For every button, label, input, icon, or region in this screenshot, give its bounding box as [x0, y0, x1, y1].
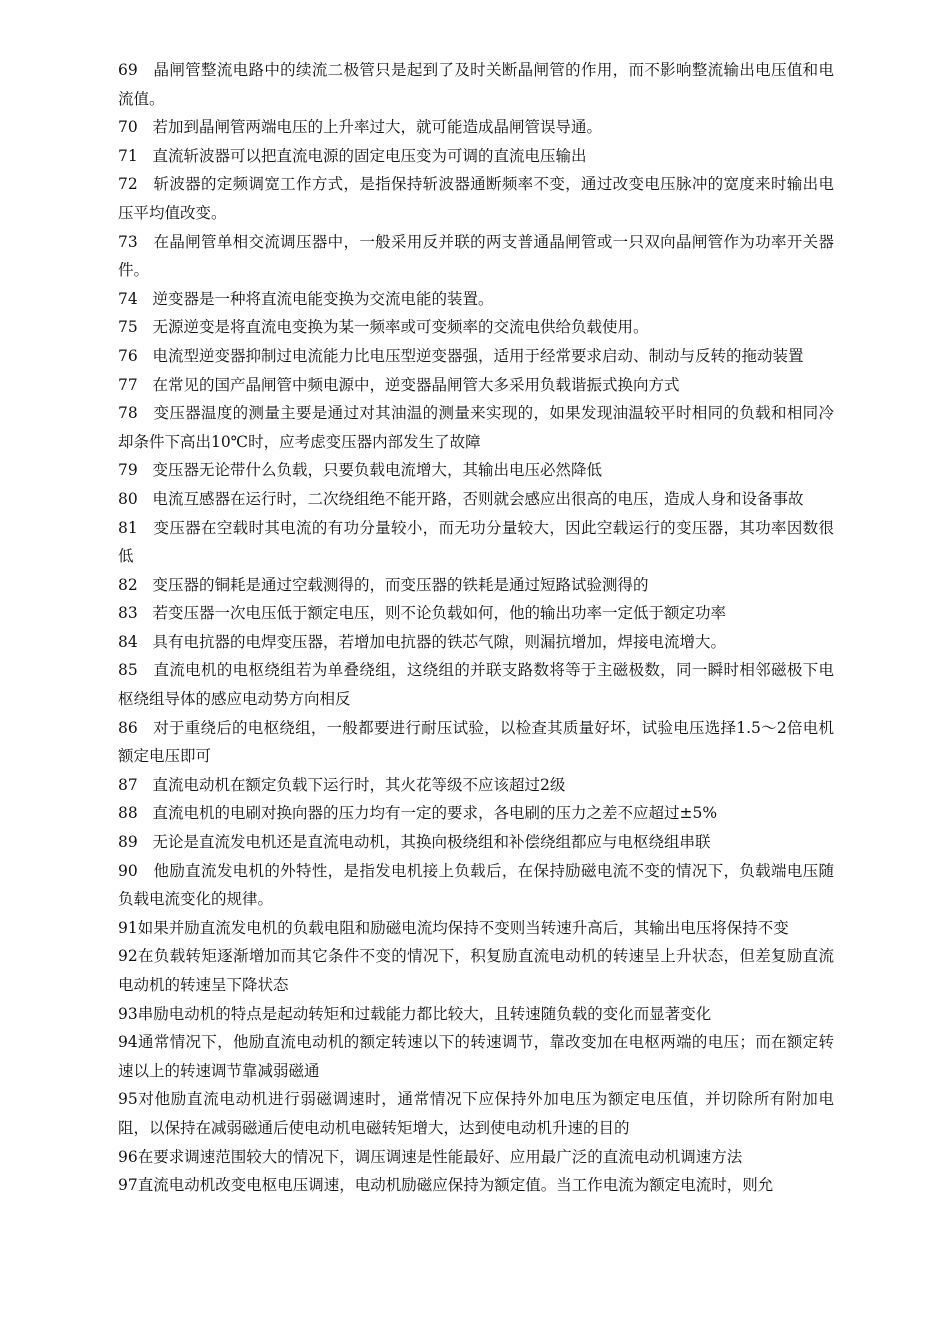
list-item [118, 799, 834, 828]
item-number: 95 [118, 1090, 138, 1109]
item-number: 91 [118, 918, 138, 937]
item-text: 电流型逆变器抑制过电流能力比电压型逆变器强，适用于经常要求启动、制动与反转的拖动装置 [152, 346, 804, 365]
list-item [118, 313, 834, 342]
item-text: 直流电动机改变电枢电压调速，电动机励磁应保持为额定值。当工作电流为额定电流时，则允 [137, 1176, 774, 1195]
list-item [118, 170, 834, 227]
item-text: 若加到晶闸管两端电压的上升率过大，就可能造成晶闸管误导通。 [152, 118, 603, 137]
item-number: 84 [118, 632, 138, 651]
list-item [118, 371, 834, 400]
list-item [118, 456, 834, 485]
list-item [118, 571, 834, 600]
list-item [118, 485, 834, 514]
item-text: 如果并励直流发电机的负载电阻和励磁电流均保持不变则当转速升高后，其输出电压将保持不变 [137, 918, 789, 937]
list-item [118, 1000, 834, 1029]
list-item [118, 56, 834, 113]
item-number: 90 [118, 861, 138, 880]
list-item [118, 1171, 834, 1200]
list-item [118, 228, 834, 285]
item-text: 若变压器一次电压低于额定电压，则不论负载如何，他的输出功率一定低于额定功率 [152, 604, 727, 623]
item-text: 在晶闸管单相交流调压器中，一般采用反并联的两支普通晶闸管或一只双向晶闸管作为功率开关器件。 [118, 232, 834, 280]
item-number: 82 [118, 575, 138, 594]
list-item [118, 1028, 834, 1085]
item-text: 串励电动机的特点是起动转矩和过载能力都比较大，且转速随负载的变化而显著变化 [137, 1004, 712, 1023]
item-text: 变压器无论带什么负载，只要负载电流增大，其输出电压必然降低 [152, 461, 603, 480]
item-text: 变压器温度的测量主要是通过对其油温的测量来实现的，如果发现油温较平时相同的负载和相同冷却条件下高出10℃时，应考虑变压器内部发生了故障 [118, 404, 834, 451]
list-item [118, 342, 834, 371]
item-text: 逆变器是一种将直流电能变换为交流电能的装置。 [152, 289, 494, 308]
item-text: 直流电动机在额定负载下运行时，其火花等级不应该超过2级 [152, 775, 566, 794]
item-text: 在负载转矩逐渐增加而其它条件不变的情况下，积复励直流电动机的转速呈上升状态，但差复励直流电动机的转速呈下降状态 [118, 947, 834, 994]
item-number: 88 [118, 804, 138, 823]
list-item [118, 828, 834, 857]
item-number: 75 [118, 318, 138, 337]
item-text: 对他励直流电动机进行弱磁调速时，通常情况下应保持外加电压为额定电压值，并切除所有附加电阻，以保持在减弱磁通后使电动机电磁转矩增大，达到使电动机升速的目的 [118, 1090, 834, 1137]
item-number: 93 [118, 1004, 138, 1023]
item-text: 直流斩波器可以把直流电源的固定电压变为可调的直流电压输出 [152, 146, 587, 165]
list-item [118, 285, 834, 314]
item-text: 对于重绕后的电枢绕组，一般都要进行耐压试验，以检查其质量好坏，试验电压选择1.5～2倍电机额定电压即可 [118, 718, 835, 766]
item-number: 83 [118, 604, 138, 623]
item-number: 80 [118, 489, 138, 508]
list-item [118, 771, 834, 800]
item-number: 87 [118, 775, 138, 794]
item-text: 他励直流发电机的外特性，是指发电机接上负载后，在保持励磁电流不变的情况下，负载端电压随负载电流变化的规律。 [118, 861, 834, 909]
item-number: 81 [118, 518, 138, 537]
item-text: 在要求调速范围较大的情况下，调压调速是性能最好、应用最广泛的直流电动机调速方法 [137, 1147, 743, 1166]
item-number: 74 [118, 289, 138, 308]
list-item [118, 942, 834, 999]
list-item [118, 1085, 834, 1142]
list-item [118, 714, 834, 771]
item-number: 97 [118, 1176, 138, 1195]
list-item [118, 514, 834, 571]
item-number: 72 [118, 175, 138, 194]
list-item [118, 599, 834, 628]
item-text: 变压器在空载时其电流的有功分量较小，而无功分量较大，因此空载运行的变压器，其功率因数很低 [118, 518, 834, 566]
list-item [118, 857, 834, 914]
item-number: 76 [118, 346, 138, 365]
list-item [118, 399, 834, 456]
item-text: 电流互感器在运行时，二次绕组绝不能开路，否则就会感应出很高的电压，造成人身和设备事故 [152, 489, 804, 508]
item-text: 直流电机的电枢绕组若为单叠绕组，这绕组的并联支路数将等于主磁极数，同一瞬时相邻磁极下电枢绕组导体的感应电动势方向相反 [118, 661, 834, 709]
list-item [118, 1143, 834, 1172]
item-number: 69 [118, 61, 138, 79]
item-number: 71 [118, 146, 138, 165]
item-number: 70 [118, 118, 138, 137]
item-number: 77 [118, 375, 138, 394]
item-number: 78 [118, 404, 138, 423]
item-text: 无论是直流发电机还是直流电动机，其换向极绕组和补偿绕组都应与电枢绕组串联 [152, 833, 711, 852]
item-number: 85 [118, 661, 138, 680]
item-text: 直流电机的电刷对换向器的压力均有一定的要求，各电刷的压力之差不应超过±5% [152, 804, 718, 823]
item-text: 晶闸管整流电路中的续流二极管只是起到了及时关断晶闸管的作用，而不影响整流输出电压值和电流值。 [118, 61, 834, 108]
item-number: 94 [118, 1033, 138, 1052]
item-text: 无源逆变是将直流电变换为某一频率或可变频率的交流电供给负载使用。 [152, 318, 649, 337]
item-text: 变压器的铜耗是通过空载测得的，而变压器的铁耗是通过短路试验测得的 [152, 575, 649, 594]
item-number: 79 [118, 461, 138, 480]
item-text: 通常情况下，他励直流电动机的额定转速以下的转速调节，靠改变加在电枢两端的电压；而在额定转速以上的转速调节靠减弱磁通 [118, 1033, 834, 1080]
item-text: 具有电抗器的电焊变压器，若增加电抗器的铁芯气隙，则漏抗增加，焊接电流增大。 [152, 632, 727, 651]
item-number: 96 [118, 1147, 138, 1166]
item-text: 在常见的国产晶闸管中频电源中，逆变器晶闸管大多采用负载谐振式换向方式 [152, 375, 680, 394]
item-text: 斩波器的定频调宽工作方式，是指保持斩波器通断频率不变，通过改变电压脉冲的宽度来时输出电压平均值改变。 [118, 175, 834, 222]
item-number: 92 [118, 947, 138, 966]
item-number: 86 [118, 718, 138, 737]
document-body [118, 56, 834, 1200]
list-item [118, 113, 834, 142]
list-item [118, 628, 834, 657]
item-number: 89 [118, 833, 138, 852]
list-item [118, 656, 834, 713]
list-item [118, 914, 834, 943]
list-item [118, 142, 834, 171]
item-number: 73 [118, 232, 138, 251]
